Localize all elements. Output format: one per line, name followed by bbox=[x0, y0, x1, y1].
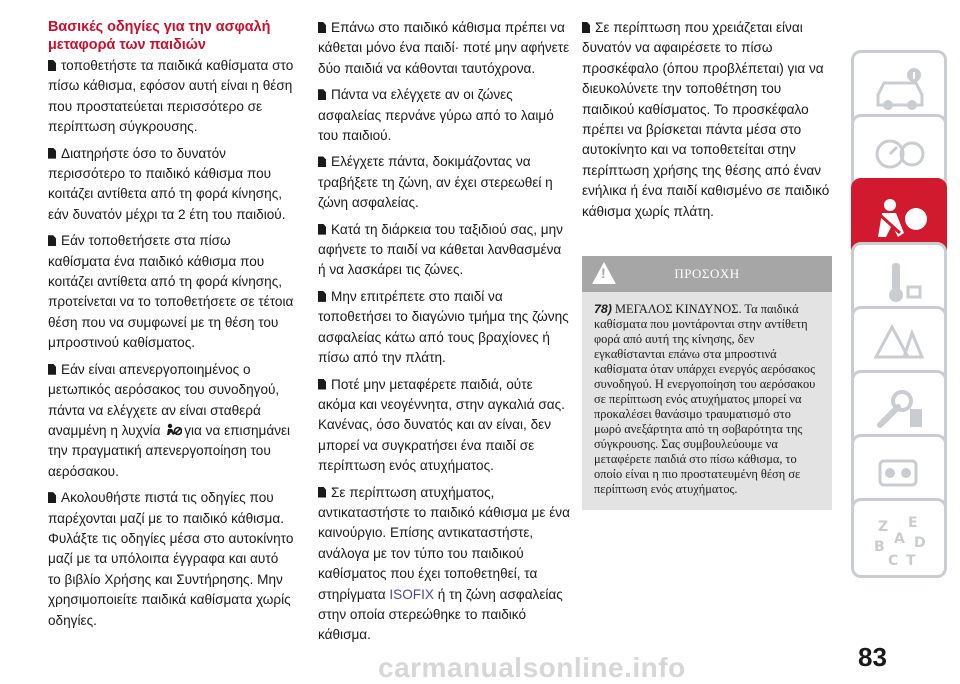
watermark: carmanualsonline.info bbox=[378, 652, 686, 683]
tab-index[interactable] bbox=[851, 498, 947, 578]
bullet-icon bbox=[318, 156, 326, 167]
bullet-icon bbox=[582, 22, 590, 33]
instruction-item: Ακολουθήστε πιστά τις οδηγίες που παρέχονται μαζί με το παιδικό κάθισμα. Φυλάξτε τις οδηγίες μέσα στο αυτοκίνητο μαζί με τα υπόλοιπα έγγραφα και αυτό το βιβλίο Χρήσης και Συντήρησης. Μην χρησιμοποιείτε παιδικά καθίσματα χωρίς οδηγίες. bbox=[48, 490, 294, 628]
bullet-icon bbox=[318, 487, 326, 498]
svg-text:Z: Z bbox=[878, 519, 889, 535]
technical-data-icon bbox=[872, 449, 928, 499]
bullet-icon bbox=[318, 224, 326, 235]
svg-text:C: C bbox=[888, 553, 899, 569]
column-1 bbox=[48, 18, 294, 637]
warning-title: ΠΡΟΣΟΧΗ bbox=[674, 266, 740, 281]
instruction-item: Επάνω στο παιδικό κάθισμα πρέπει να κάθεται μόνο ένα παιδί· ποτέ μην αφήνετε δύο παιδιά να κάθονται ταυτόχρονα. bbox=[318, 20, 570, 76]
warning-banner bbox=[582, 256, 832, 292]
bullet-icon bbox=[318, 89, 326, 100]
instruction-item: Κατά τη διάρκεια του ταξιδιού σας, μην αφήνετε το παιδί να κάθεται λανθασμένα ή να λασκάρει τις ζώνες. bbox=[318, 221, 563, 278]
column-2 bbox=[318, 18, 570, 652]
bullet-icon bbox=[48, 60, 56, 71]
warning-triangle-icon bbox=[872, 321, 928, 371]
section-heading: Βασικές οδηγίες για την ασφαλή μεταφορά των παιδιών bbox=[48, 19, 271, 53]
steering-wheel-icon bbox=[872, 257, 928, 307]
warning-number: 78) bbox=[594, 302, 612, 316]
instruction-item: Πάντα να ελέγχετε αν οι ζώνες ασφαλείας περνάνε γύρω από το λαιμό του παιδιού. bbox=[318, 87, 554, 144]
page-number: 83 bbox=[858, 642, 887, 672]
instruction-item: Διατηρήστε όσο το δυνατόν περισσότερο το παιδικό κάθισμα που κοιτάζει αντίθετα από τη φορά κίνησης, εάν δυνατόν μέχρι τα 2 έτη του παιδιού. bbox=[48, 145, 286, 222]
bullet-icon bbox=[318, 379, 326, 390]
wrench-service-icon bbox=[872, 385, 928, 435]
instruction-item: Εάν είναι απενεργοποιημένος ο μετωπικός αερόσακος του συνοδηγού, πάντα να ελέγχετε αν είναι σταθερά αναμμένη η λυχνία για να επισημάνει την πραγματική απενεργοποίηση του αερόσακου. bbox=[48, 361, 291, 479]
bullet-icon bbox=[48, 492, 56, 503]
instruction-item: Ελέγχετε πάντα, δοκιμάζοντας να τραβήξετε τη ζώνη, αν έχει στερεωθεί η ζώνη ασφαλείας. bbox=[318, 154, 553, 211]
bullet-icon bbox=[48, 235, 56, 246]
bullet-icon bbox=[318, 291, 326, 302]
instrument-cluster-icon bbox=[872, 129, 928, 179]
airbag-safety-icon bbox=[872, 193, 932, 247]
svg-text:E: E bbox=[908, 515, 918, 531]
isofix-term: ISOFIX bbox=[389, 586, 434, 602]
instruction-item: τοποθετήστε τα παιδικά καθίσματα στο πίσω κάθισμα, εφόσον αυτή είναι η θέση που προστατεύεται περισσότερο σε περίπτωση σύγκρουσης. bbox=[48, 58, 294, 135]
airbag-off-lamp-icon bbox=[166, 423, 182, 437]
instruction-item: Σε περίπτωση που χρειάζεται είναι δυνατόν να αφαιρέσετε το πίσω προσκέφαλο (όπου προβλέπεται) για να διευκολύνετε την τοποθέτηση του παιδικού καθίσματος. Το προσκέφαλο πρέπει να βρίσκεται πάντα μέσα στο αυτοκίνητο και να τοποθετείται στην περίπτωση χρήσης της θέσης από έναν ενήλικα ή ένα παιδί καθισμένο σε παιδικό κάθισμα χωρίς πλάτη. bbox=[582, 20, 830, 219]
warning-triangle-icon bbox=[592, 262, 616, 284]
chapter-sidebar bbox=[851, 50, 951, 650]
column-3 bbox=[582, 18, 832, 228]
svg-text:T: T bbox=[906, 553, 916, 569]
instruction-item: Εάν τοποθετήσετε στα πίσω καθίσματα ένα παιδικό κάθισμα που κοιτάζει αντίθετα από τη φορά κίνησης, προτείνεται να το τοποθετήσετε σε τέτοια θέση που να συμφωνεί με τη θέση του μπροστινού καθίσματος. bbox=[48, 233, 294, 351]
bullet-icon bbox=[318, 22, 326, 33]
instruction-item: Σε περίπτωση ατυχήματος, αντικαταστήστε το παιδικό κάθισμα με ένα καινούργιο. Επίσης αντικαταστήστε, ανάλογα με τον τύπο του παιδικού καθίσματος που έχει τοποθετηθεί, τα στηρίγματα ISOFIX ή τη ζώνη ασφαλείας στην οποία στερεώθηκε το παιδικό κάθισμα. bbox=[318, 484, 570, 643]
instruction-item: Μην επιτρέπετε στο παιδί να τοποθετήσει το διαγώνιο τμήμα της ζώνης ασφαλείας κάτω από τους βραχίονες ή πίσω από την πλάτη. bbox=[318, 288, 569, 366]
bullet-icon bbox=[48, 364, 56, 375]
warning-box bbox=[582, 292, 832, 510]
warning-text: ΜΕΓΑΛΟΣ ΚΙΝΔΥΝΟΣ. Τα παιδικά καθίσματα που μοντάρονται στην αντίθετη φορά από αυτή της κίνησης, δεν εγκαθίστανται επάνω στα μπροστινά καθίσματα όταν υπάρχει ενεργός αερόσακος συνοδηγού. Η ενεργοποίηση του αερόσακου σε περίπτωση ενός ατυχήματος μπορεί να προκαλέσει θανάσιμο τραυματισμό στο μωρό ανεξάρτητα από τη σοβαρότητα της σύγκρουσης. Σας συμβουλεύουμε να μεταφέρετε παιδιά στο πίσω κάθισμα, το οποίο είναι η πιο προστατευμένη θέση σε περίπτωση ενός ατυχήματος. bbox=[594, 302, 816, 496]
svg-text:A: A bbox=[894, 531, 905, 547]
bullet-icon bbox=[48, 148, 56, 159]
car-info-icon bbox=[872, 65, 928, 115]
svg-text:B: B bbox=[874, 539, 885, 555]
index-letters-icon bbox=[872, 513, 932, 569]
instruction-item: Ποτέ μην μεταφέρετε παιδιά, ούτε ακόμα και νεογέννητα, στην αγκαλιά σας. Κανένας, όσο δυνατός και αν είναι, δεν μπορεί να συγκρατήσει ένα παιδί σε περίπτωση ενός ατυχήματος. bbox=[318, 376, 565, 474]
svg-text:D: D bbox=[914, 535, 926, 551]
